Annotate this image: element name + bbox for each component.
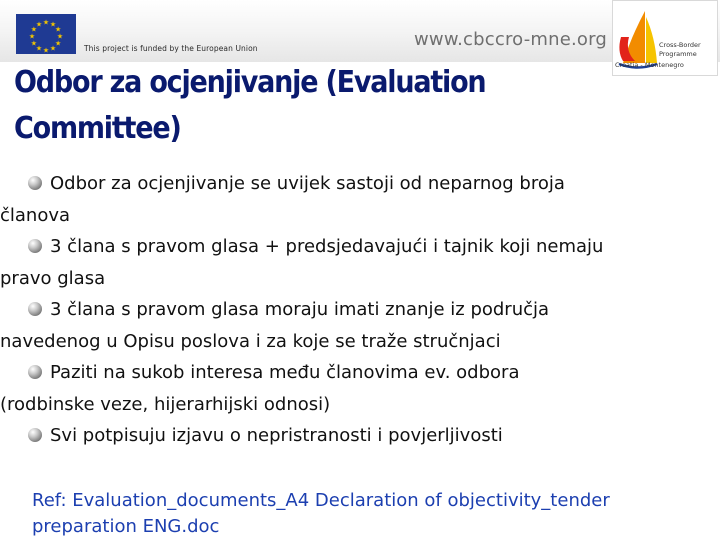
bullet-text-cont: članova bbox=[0, 204, 71, 226]
reference-line-1: Ref: Evaluation_documents_A4 Declaration of objectivity_tender bbox=[32, 490, 610, 511]
bullet-icon bbox=[28, 176, 42, 190]
svg-text:★: ★ bbox=[42, 18, 50, 27]
svg-text:★: ★ bbox=[30, 25, 38, 34]
list-item bbox=[0, 357, 712, 420]
bullet-icon bbox=[28, 365, 42, 379]
funded-by-eu-text: This project is funded by the European Union bbox=[84, 44, 258, 53]
svg-text:★: ★ bbox=[35, 20, 43, 29]
svg-text:★: ★ bbox=[35, 44, 43, 53]
list-item bbox=[0, 294, 712, 357]
programme-logo bbox=[612, 0, 718, 76]
list-item bbox=[0, 168, 712, 231]
title-line-1: Odbor za ocjenjivanje (Evaluation bbox=[14, 65, 486, 100]
site-url[interactable]: www.cbccro-mne.org bbox=[414, 29, 608, 50]
page-title bbox=[14, 60, 574, 152]
reference-link[interactable] bbox=[32, 488, 720, 540]
logo-line-3: Croatia - Montenegro bbox=[615, 61, 684, 69]
bullet-text-cont: (rodbinske veze, hijerarhijski odnosi) bbox=[0, 393, 331, 415]
bullet-text: Paziti na sukob interesa među članovima ev. odbora bbox=[50, 362, 520, 383]
svg-text:★: ★ bbox=[49, 44, 57, 53]
bullet-icon bbox=[28, 302, 42, 316]
svg-text:★: ★ bbox=[56, 32, 64, 41]
reference-line-2: preparation ENG.doc bbox=[32, 516, 220, 537]
logo-line-2: Programme bbox=[659, 50, 697, 58]
bullet-text: Svi potpisuju izjavu o nepristranosti i povjerljivosti bbox=[50, 425, 503, 446]
svg-text:★: ★ bbox=[42, 46, 50, 54]
bullet-text: 3 člana s pravom glasa moraju imati znanje iz područja bbox=[50, 299, 550, 320]
logo-line-1: Cross-Border bbox=[659, 41, 701, 49]
list-item bbox=[32, 420, 712, 452]
bullet-text-cont: pravo glasa bbox=[0, 267, 106, 289]
eu-flag-icon bbox=[16, 14, 76, 54]
list-item bbox=[0, 231, 712, 294]
bullet-icon bbox=[28, 239, 42, 253]
svg-text:★: ★ bbox=[30, 39, 38, 48]
svg-text:★: ★ bbox=[28, 32, 36, 41]
title-line-2: Committee) bbox=[14, 111, 181, 146]
svg-text:★: ★ bbox=[54, 39, 62, 48]
bullet-icon bbox=[28, 428, 42, 442]
bullet-text-cont: navedenog u Opisu poslova i za koje se traže stručnjaci bbox=[0, 330, 501, 352]
svg-text:★: ★ bbox=[49, 20, 57, 29]
bullet-list bbox=[0, 168, 712, 452]
bullet-text: 3 člana s pravom glasa + predsjedavajući i tajnik koji nemaju bbox=[50, 236, 604, 257]
bullet-text: Odbor za ocjenjivanje se uvijek sastoji od neparnog broja bbox=[50, 173, 565, 194]
svg-text:★: ★ bbox=[54, 25, 62, 34]
